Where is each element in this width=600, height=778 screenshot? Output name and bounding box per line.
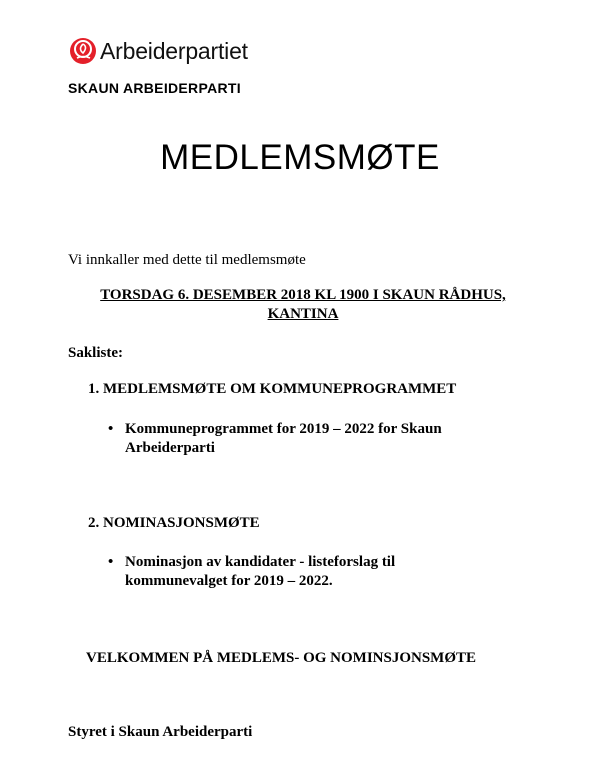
invitation-text: Vi innkaller med dette til medlemsmøte xyxy=(68,252,306,268)
bullet-icon: • xyxy=(108,421,114,437)
rose-icon xyxy=(68,36,98,66)
agenda-item-number: 1. xyxy=(88,381,100,397)
agenda-item-title: NOMINASJONSMØTE xyxy=(103,515,260,531)
agenda-item-2 xyxy=(88,515,260,532)
agenda-label: Sakliste: xyxy=(68,345,124,361)
agenda-item-2-bullet xyxy=(108,553,396,591)
agenda-item-title: MEDLEMSMØTE OM KOMMUNEPROGRAMMET xyxy=(103,381,457,397)
page-title: MEDLEMSMØTE xyxy=(160,138,440,177)
meeting-details-line-2: KANTINA xyxy=(267,306,339,322)
bullet-text-line-1: Kommuneprogrammet for 2019 – 2022 for Skaun xyxy=(125,421,442,437)
agenda-item-1 xyxy=(88,381,456,398)
meeting-details-line-1: TORSDAG 6. DESEMBER 2018 KL 1900 I SKAUN RÅDHUS, xyxy=(100,287,506,303)
bullet-text-line-2: kommunevalget for 2019 – 2022. xyxy=(125,573,333,589)
bullet-icon: • xyxy=(108,554,114,570)
signature: Styret i Skaun Arbeiderparti xyxy=(68,724,253,740)
agenda-item-1-bullet xyxy=(108,420,442,458)
bullet-text-line-1: Nominasjon av kandidater - listeforslag til xyxy=(125,554,396,570)
welcome-message: VELKOMMEN PÅ MEDLEMS- OG NOMINSJONSMØTE xyxy=(86,650,477,666)
organization-name: SKAUN ARBEIDERPARTI xyxy=(68,80,241,96)
logo-text: Arbeiderpartiet xyxy=(100,37,248,64)
meeting-details xyxy=(68,286,538,324)
agenda-item-number: 2. xyxy=(88,515,100,531)
bullet-text-line-2: Arbeiderparti xyxy=(125,440,215,456)
party-logo xyxy=(68,36,248,66)
